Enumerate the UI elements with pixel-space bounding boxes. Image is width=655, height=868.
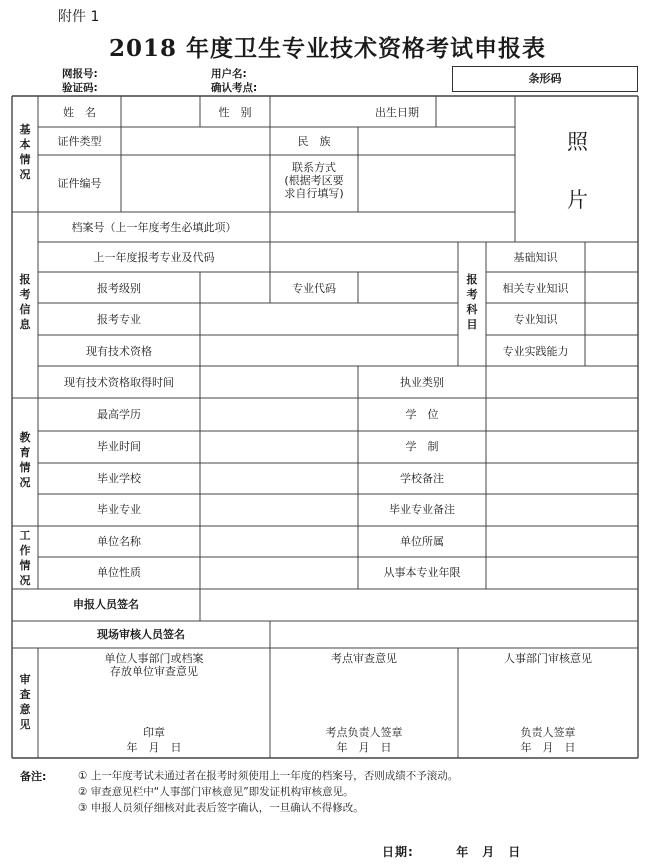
- unit-location-label: 单位所属: [400, 535, 444, 548]
- degree-label: 学 位: [405, 408, 439, 421]
- footer-date-ymd: 年 月 日: [456, 845, 522, 859]
- reviewer-signature-label: 现场审核人员签名: [97, 628, 185, 641]
- barcode-box: 条形码: [452, 66, 638, 92]
- practice-type-label: 执业类别: [400, 376, 444, 389]
- exam-site-review-title: 考点审查意见: [331, 652, 397, 665]
- footer-date-label: 日期:: [382, 845, 414, 859]
- seal-label: 印章: [143, 726, 165, 739]
- applicant-signature-label: 申报人员签名: [73, 598, 139, 611]
- notes-label: 备注:: [20, 770, 47, 783]
- major-note-label: 毕业专业备注: [389, 503, 455, 516]
- birth-date-label: 出生日期: [375, 106, 419, 119]
- unit-review-date: 年 月 日: [126, 741, 182, 754]
- username-label: 用户名:: [211, 68, 247, 80]
- subject-professional-label: 专业知识: [513, 313, 558, 326]
- hr-review-title: 人事部门审核意见: [504, 652, 592, 665]
- subject-basic-label: 基础知识: [513, 251, 558, 264]
- note-item: ③ 申报人员须仔细核对此表后签字确认，一旦确认不得修改。: [78, 802, 364, 814]
- ethnicity-label: 民 族: [297, 135, 331, 148]
- annex-label: 附件 1: [58, 9, 100, 25]
- contact-label: 联系方式 (根据考区要 求自行填写): [284, 161, 344, 200]
- exam-major-label: 报考专业: [97, 313, 141, 326]
- archive-no-label: 档案号（上一年度考生必填此项）: [71, 221, 237, 234]
- school-note-label: 学校备注: [400, 472, 444, 485]
- web-id-label: 网报号:: [62, 68, 98, 80]
- title-time-label: 现有技术资格取得时间: [64, 376, 174, 389]
- unit-nature-label: 单位性质: [97, 566, 141, 579]
- major-code-label: 专业代码: [292, 282, 336, 295]
- exam-level-label: 报考级别: [97, 282, 141, 295]
- section-work: 工作情况: [19, 529, 31, 587]
- last-major-label: 上一年度报考专业及代码: [93, 251, 215, 264]
- years-in-field-label: 从事本专业年限: [383, 566, 461, 579]
- subject-practice-label: 专业实践能力: [502, 345, 569, 358]
- graduation-school-label: 毕业学校: [97, 472, 141, 485]
- head-seal-label: 负责人签章: [520, 726, 576, 739]
- section-exam-info: 报考信息: [19, 273, 31, 331]
- gender-label: 性 别: [218, 106, 252, 119]
- section-basic-info: 基本情况: [19, 123, 31, 181]
- note-item: ② 审查意见栏中“人事部门审核意见”即发证机构审核意见。: [78, 786, 354, 798]
- photo-label-top: 照: [567, 130, 588, 154]
- confirm-site-label: 确认考点:: [211, 82, 258, 94]
- site-review-date: 年 月 日: [336, 741, 392, 754]
- section-exam-subjects: 报考科目: [466, 273, 478, 331]
- highest-education-label: 最高学历: [97, 408, 141, 421]
- study-duration-label: 学 制: [405, 440, 439, 453]
- section-education: 教育情况: [19, 431, 31, 489]
- id-number-label: 证件编号: [57, 177, 102, 190]
- form-title: 2018 年度卫生专业技术资格考试申报表: [108, 35, 547, 62]
- section-review: 审查意见: [19, 673, 31, 731]
- subject-related-label: 相关专业知识: [502, 282, 569, 295]
- graduation-time-label: 毕业时间: [97, 440, 141, 453]
- graduation-major-label: 毕业专业: [97, 503, 141, 516]
- name-label: 姓 名: [63, 106, 96, 119]
- verify-code-label: 验证码:: [62, 82, 98, 94]
- unit-review-title: 单位人事部门或档案 存放单位审查意见: [104, 652, 204, 678]
- id-type-label: 证件类型: [57, 135, 102, 148]
- photo-label-bottom: 片: [567, 188, 588, 212]
- unit-name-label: 单位名称: [97, 535, 141, 548]
- footer-date: [382, 843, 521, 860]
- site-head-seal-label: 考点负责人签章: [325, 726, 403, 739]
- note-item: ① 上一年度考试未通过者在报考时须使用上一年度的档案号，否则成绩不予滚动。: [78, 770, 459, 782]
- current-title-label: 现有技术资格: [86, 345, 152, 358]
- hr-review-date: 年 月 日: [520, 741, 576, 754]
